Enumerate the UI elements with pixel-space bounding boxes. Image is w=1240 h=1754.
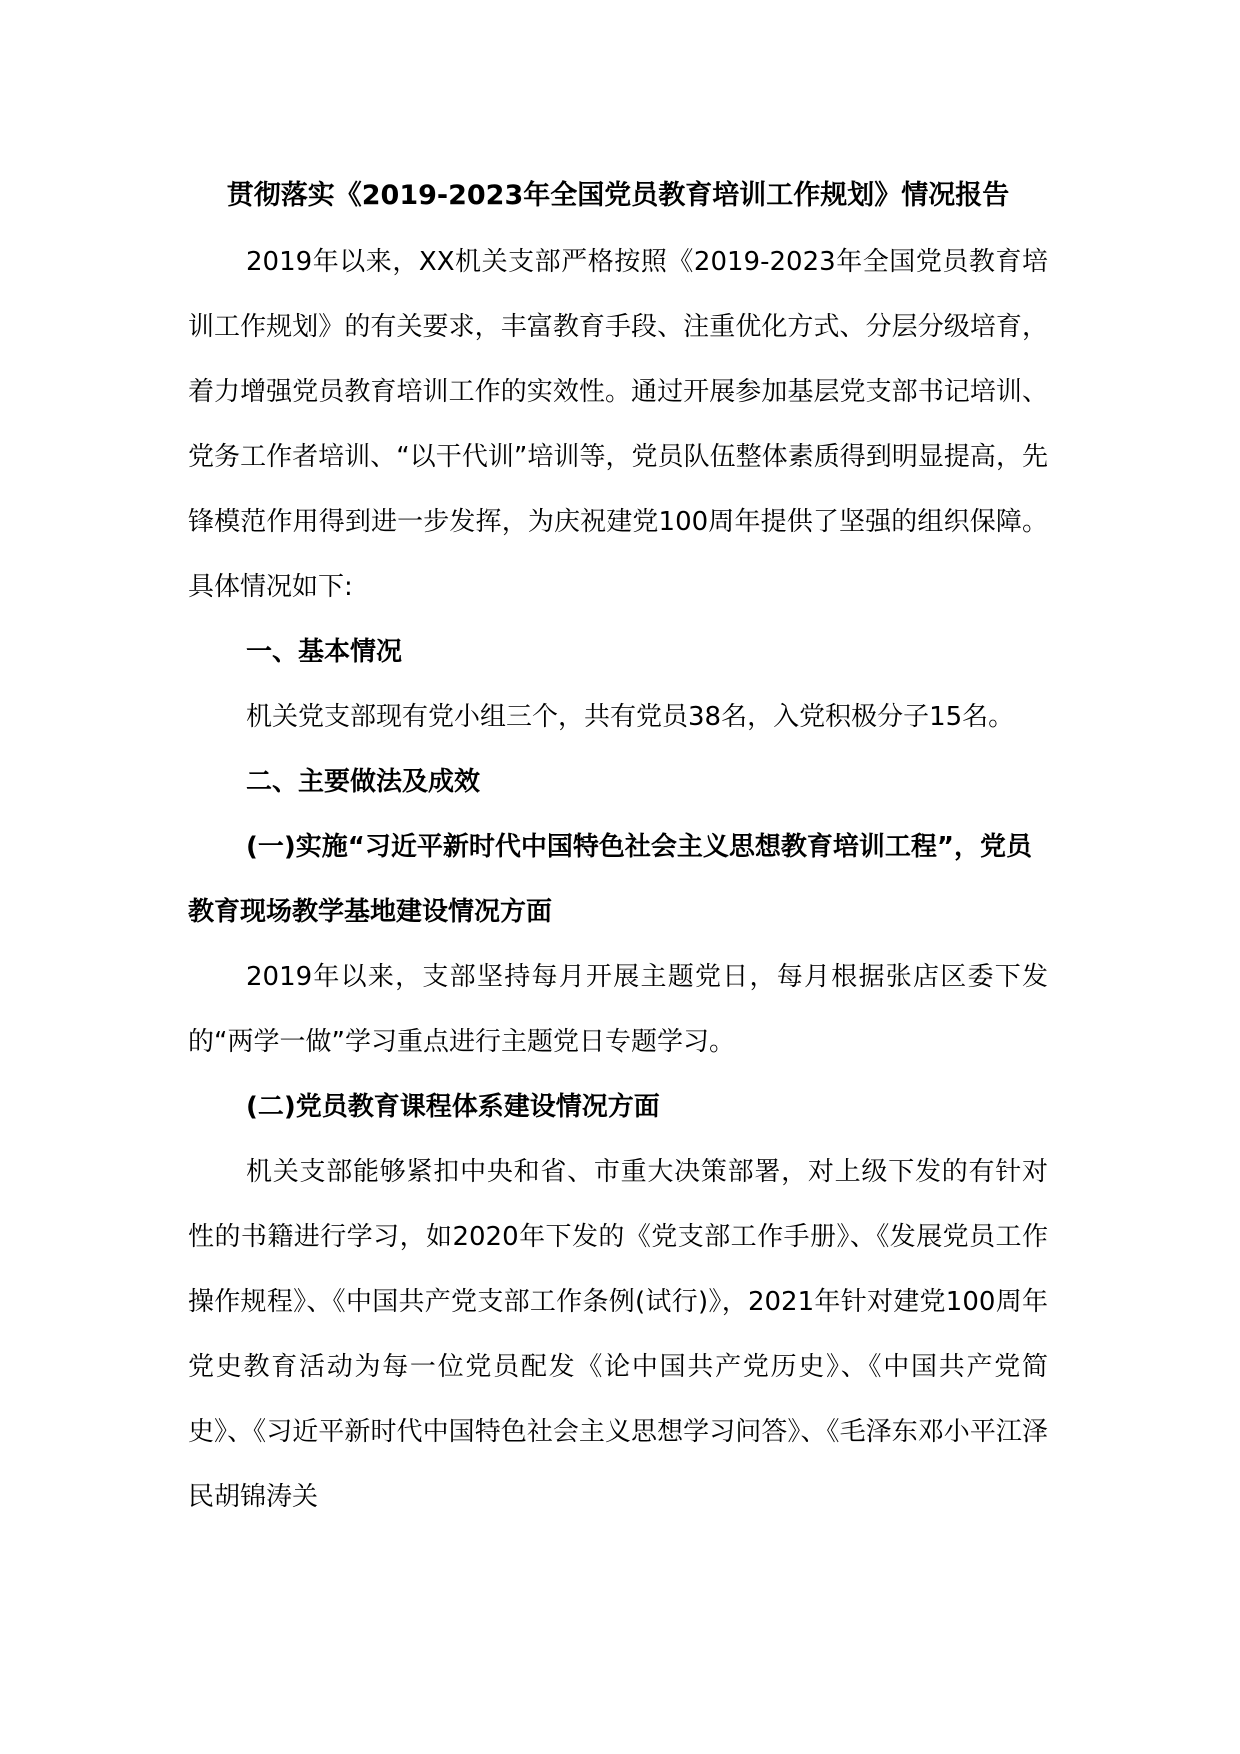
document-body [188,168,1048,1530]
teaching-base-paragraph: 2019年以来，支部坚持每月开展主题党日，每月根据张店区委下发的“两学一做”学习重点进行主题党日专题学习。 [188,962,1048,1057]
basic-info-paragraph: 机关党支部现有党小组三个，共有党员38名，入党积极分子15名。 [246,702,1015,732]
curriculum-paragraph: 机关支部能够紧扣中央和省、市重大决策部署，对上级下发的有针对性的书籍进行学习，如2020年下发的《党支部工作手册》、《发展党员工作操作规程》、《中国共产党支部工作条例(试行)》，2021年针对建党100周年党史教育活动为每一位党员配发《论中国共产党历史》、《中国共产党简史》、《习近平新时代中国特色社会主义思想学习问答》、《毛泽东邓小平江泽民胡锦涛关 [188,1157,1048,1512]
subsection-heading-teaching-base: (一)实施“习近平新时代中国特色社会主义思想教育培训工程”，党员教育现场教学基地建设情况方面 [188,832,1032,927]
document-title: 贯彻落实《2019-2023年全国党员教育培训工作规划》情况报告 [226,180,1010,211]
section-heading-basic-info: 一、基本情况 [246,637,403,667]
subsection-heading-curriculum: (二)党员教育课程体系建设情况方面 [246,1092,660,1122]
section-heading-main-practices: 二、主要做法及成效 [246,767,481,797]
intro-paragraph: 2019年以来，XX机关支部严格按照《2019-2023年全国党员教育培训工作规划》的有关要求，丰富教育手段、注重优化方式、分层分级培育，着力增强党员教育培训工作的实效性。通过开展参加基层党支部书记培训、党务工作者培训、“以干代训”培训等，党员队伍整体素质得到明显提高，先锋模范作用得到进一步发挥，为庆祝建党100周年提供了坚强的组织保障。具体情况如下: [188,247,1048,602]
